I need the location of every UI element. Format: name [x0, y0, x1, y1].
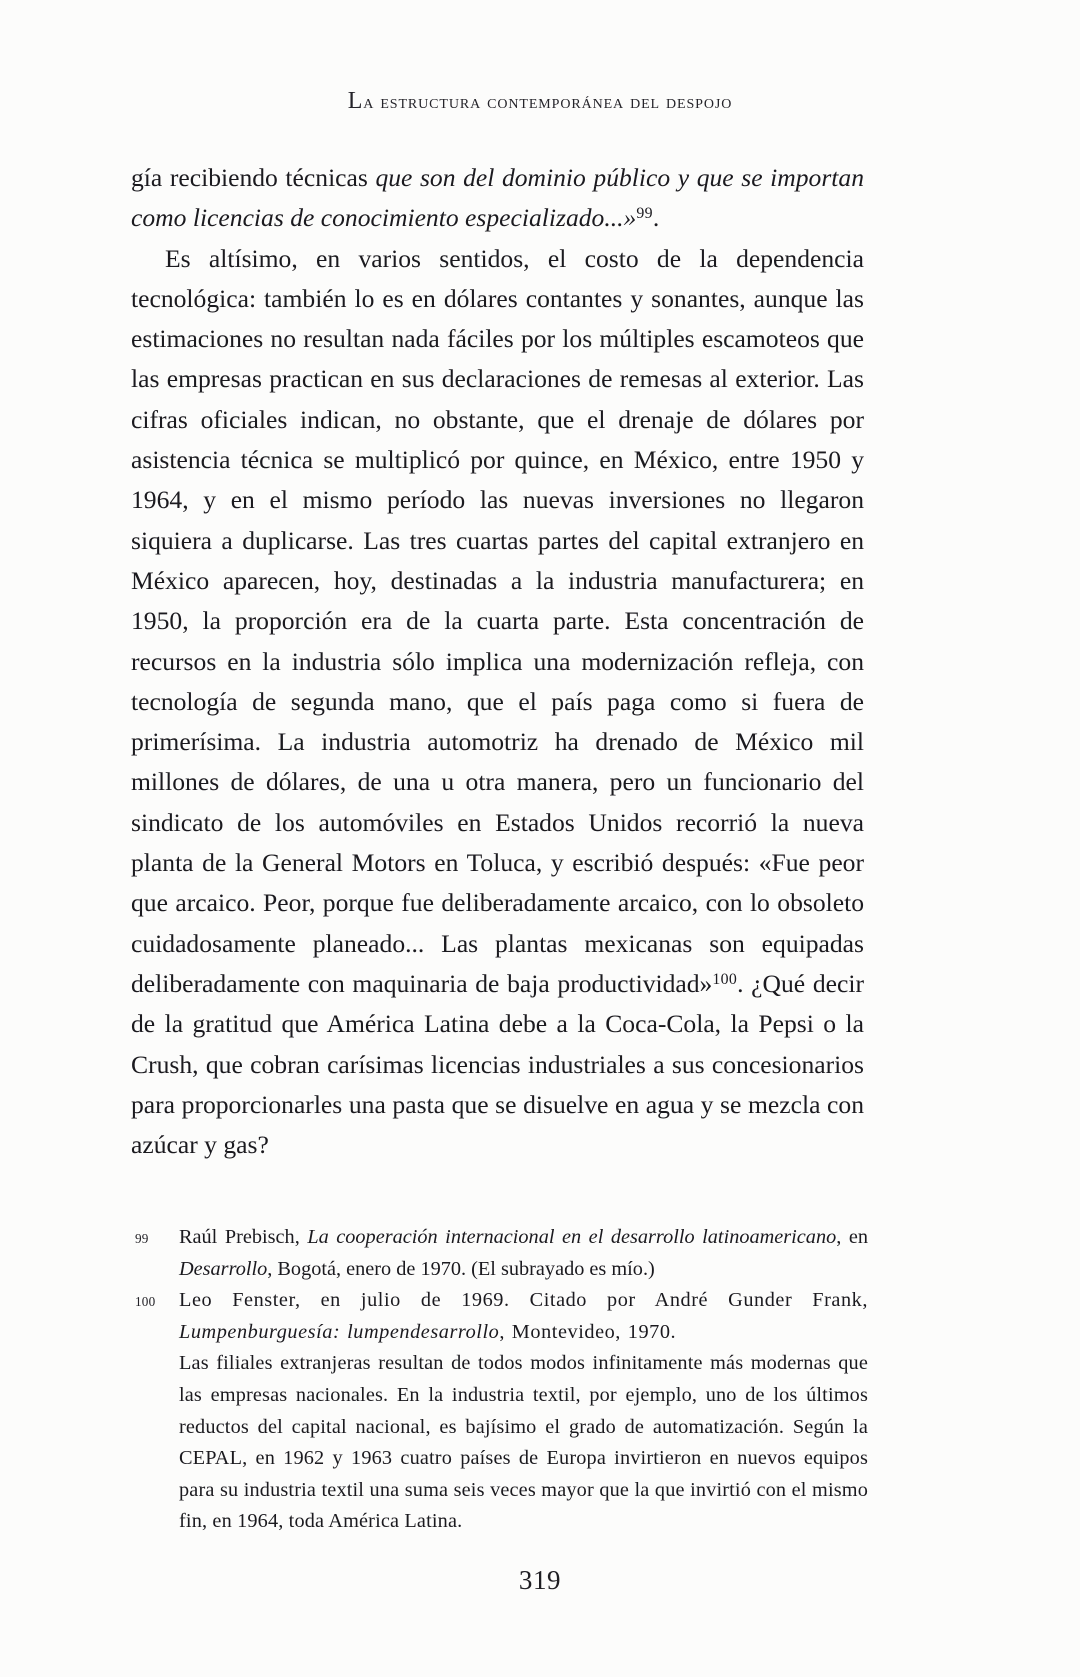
footnote-99-title: La cooperación internacional en el desarrollo latinoamericano [307, 1226, 837, 1248]
footnotes-section [131, 1222, 868, 1538]
quote-closing-mark: » [623, 203, 637, 233]
running-head-text: a estructura contemporánea del despojo [363, 91, 733, 113]
running-head [0, 88, 1080, 115]
footnote-99-mid: , en [836, 1226, 868, 1248]
paragraph-main [131, 239, 864, 1166]
paragraph-quote-tail [131, 158, 864, 239]
footnote-ref-99[interactable]: 99 [636, 205, 653, 223]
footnote-100-extra [131, 1348, 868, 1538]
footnote-99-journal: Desarrollo [179, 1257, 268, 1280]
footnote-99-tail: , Bogotá, enero de 1970. (El subrayado es mío.) [267, 1257, 655, 1280]
body-text [131, 158, 864, 1165]
footnote-100 [131, 1285, 868, 1348]
quote-lead-text: gía recibiendo técnicas [131, 163, 376, 192]
footnote-100-title: Lumpenburguesía: lumpendesarrollo [179, 1320, 500, 1343]
footnote-100-author: Leo Fenster, en julio de 1969. Citado por André Gunder Frank, [179, 1289, 868, 1312]
footnote-99-author: Raúl Prebisch, [179, 1226, 308, 1248]
running-head-initial: L [347, 88, 364, 114]
footnote-100-tail: , Montevideo, 1970. [499, 1320, 677, 1343]
footnote-100-extra-text: Las filiales extranjeras resultan de todos modos infinitamente más modernas que las empresas nacionales. En la industria textil, por ejemplo, uno de los últimos reductos del capital nacional, es bajísimo el grado de automatización. Según la CEPAL, en 1962 y 1963 cuatro países de Europa invirtieron en nuevos equipos para su industria textil una suma seis veces mayor que la que invirtió con el mismo fin, en 1964, toda América Latina. [179, 1352, 868, 1533]
footnote-99 [131, 1222, 868, 1285]
page-number: 319 [518, 1565, 562, 1595]
footnote-marker-100: 100 [135, 1294, 156, 1310]
quote-italic-text: que son del dominio público y que se importan como licencias de conocimiento especializado... [131, 163, 864, 233]
main-text-part-2: . ¿Qué decir de la gratitud que América Latina debe a la Coca-Cola, la Pepsi o la Crush, que cobran carísimas licencias industriales a sus concesionarios para proporcionarles una pasta que se disuelve en agua y se mezcla con azúcar y gas? [131, 968, 864, 1160]
footnote-marker-99: 99 [135, 1231, 149, 1246]
quote-final-period: . [652, 203, 660, 233]
footnote-ref-100[interactable]: 100 [712, 970, 738, 988]
main-text-part-1: Es altísimo, en varios sentidos, el costo de la dependencia tecnológica: también lo es en dólares contantes y sonantes, aunque las estimaciones no resultan nada fáciles por los múltiples escamoteos que las empresas practican en sus declaraciones de remesas al exterior. Las cifras oficiales indican, no obstante, que el drenaje de dólares por asistencia técnica se multiplicó por quince, en México, entre 1950 y 1964, y en el mismo período las nuevas inversiones no llegaron siquiera a duplicarse. Las tres cuartas partes del capital extranjero en México aparecen, hoy, destinadas a la industria manufacturera; en 1950, la proporción era de la cuarta parte. Esta concentración de recursos en la industria sólo implica una modernización refleja, con tecnología de segunda mano, que el país paga como si fuera de primerísima. La industria automotriz ha drenado de México mil millones de dólares, de una u otra manera, pero un funcionario del sindicato de los automóviles en Estados Unidos recorrió la nueva planta de la General Motors en Toluca, y escribió después: «Fue peor que arcaico. Peor, porque fue deliberadamente arcaico, con lo obsoleto cuidadosamente planeado... Las plantas mexicanas son equipadas deliberadamente con maquinaria de baja productividad» [131, 243, 864, 998]
